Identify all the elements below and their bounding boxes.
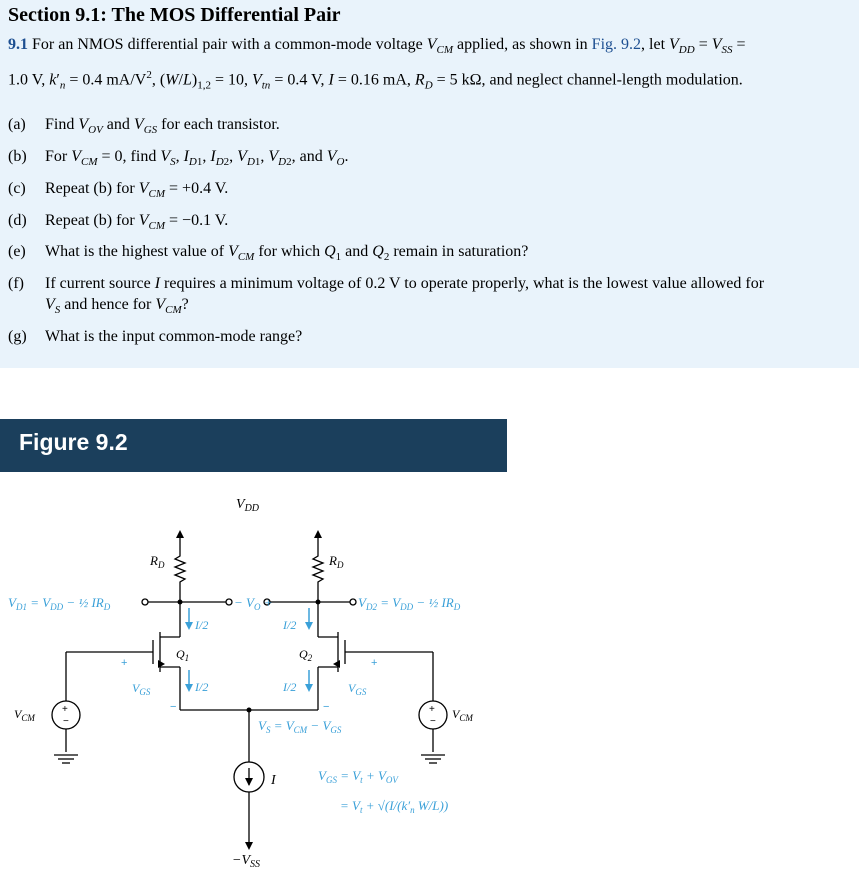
part-b: (b) For $V_{CM} = 0$, find $V_S$, $I_{D1}$, $I_{D2}$, $V_{D1}$, $V_{D2}$, and $V_O$.: [8, 148, 349, 169]
problem-area: [0, 0, 859, 368]
vd1-label: $V_{D1} = V_{DD}$ − ½ $IR_D$: [8, 595, 111, 612]
vcm-label-left: $V_{CM}$: [14, 707, 35, 723]
section-title: Section 9.1: The MOS Differential Pair: [8, 4, 341, 26]
vgs-label-left: $V_{GS}$: [132, 681, 151, 697]
part-f: (f) If current source I requires a minimum voltage of 0.2 V to operate properly, what is the lowest value allowed for: [8, 275, 765, 292]
i-half-label-1: I/2: [195, 618, 209, 632]
svg-text:+: +: [429, 704, 435, 715]
resistor-rd1: [175, 552, 185, 602]
part-d: (d) Repeat (b) for $V_{CM} = -0.1$ V.: [8, 212, 229, 233]
vo-label: − $V_O$ +: [234, 595, 273, 612]
svg-text:+: +: [371, 657, 378, 669]
vdd-label: $V_{DD}$: [236, 497, 260, 514]
i-half-label-4: I/2: [283, 680, 297, 694]
svg-text:+: +: [62, 704, 68, 715]
resistor-rd2: [313, 552, 323, 602]
part-a: (a) Find $V_{OV}$ and $V_{GS}$ for each transistor.: [8, 116, 280, 137]
vgs-equation-2: = $V_t + √(I/(k'_n$ W/L)): [340, 798, 449, 815]
vgs-equation-1: $V_{GS} = V_t + V_{OV}$: [318, 768, 398, 785]
svg-text:−: −: [430, 716, 436, 727]
svg-text:−: −: [323, 701, 330, 713]
vgs-label-right: $V_{GS}$: [348, 681, 367, 697]
figure-link[interactable]: Fig. 9.2: [591, 36, 642, 53]
i-half-label-2: I/2: [283, 618, 297, 632]
q1-label: $Q_1$: [176, 647, 190, 663]
q2-label: $Q_2$: [299, 647, 313, 663]
svg-text:+: +: [121, 657, 128, 669]
part-e: (e) What is the highest value of $V_{CM}$ for which $Q_1$ and $Q_2$ remain in saturation?: [8, 243, 529, 264]
i-label: I: [271, 773, 276, 788]
part-g: (g) What is the input common-mode range?: [8, 328, 303, 345]
svg-text:−: −: [170, 701, 177, 713]
rd-label-left: $R_D$: [150, 553, 165, 570]
circuit-diagram: [0, 472, 520, 875]
vdd-arrow-right: [314, 530, 322, 538]
vs-label: $V_S = V_{CM} - V_{GS}$: [258, 718, 342, 735]
vd2-label: $V_{D2} = V_{DD}$ − ½ $IR_D$: [358, 595, 461, 612]
figure-banner: [0, 419, 507, 472]
problem-statement-line2: 1.0 V, $k'_n = 0.4$ $mA/V^2$, $(W/L)_{1,2} = 10$, $V_{tn} = 0.4$ V, I = 0.16 mA, $R_D = 5$ kΩ, and neglect channel-length modulation.: [8, 69, 743, 92]
problem-number: 9.1: [8, 36, 28, 53]
part-f-line2: $V_S$ and hence for $V_{CM}$?: [45, 296, 189, 317]
part-c: (c) Repeat (b) for $V_{CM} = +0.4$ V.: [8, 180, 229, 201]
svg-text:−: −: [63, 716, 69, 727]
figure-title: Figure 9.2: [19, 429, 128, 455]
problem-statement-line1: 9.1 For an NMOS differential pair with a common-mode voltage $V_{CM}$ applied, as shown in Fig. 9.2, let $V_{DD} = V_{SS}$ =: [8, 36, 746, 57]
vss-label: $-V_{SS}$: [232, 853, 260, 870]
vdd-arrow-left: [176, 530, 184, 538]
rd-label-right: $R_D$: [329, 553, 344, 570]
vcm-label-right: $V_{CM}$: [452, 707, 473, 723]
vss-arrow: [245, 842, 253, 850]
i-half-label-3: I/2: [195, 680, 209, 694]
